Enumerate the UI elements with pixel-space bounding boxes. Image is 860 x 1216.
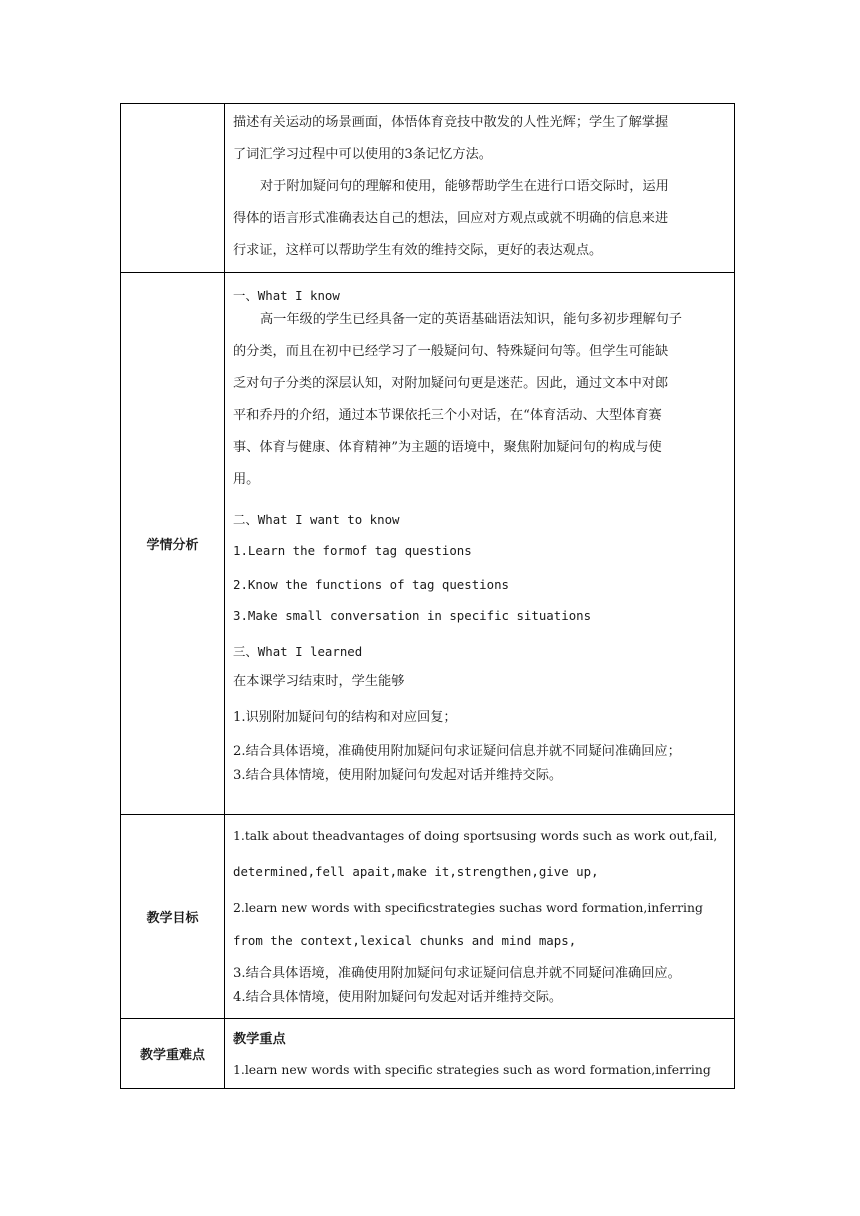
analysis-line-3: 乏对句子分类的深层认知，对附加疑问句更是迷茫。因此，通过文本中对郎 (233, 376, 669, 391)
lesson-plan-table (120, 103, 735, 1089)
learned-intro: 在本课学习结束时，学生能够 (233, 674, 405, 689)
objective-line-4: from the context,lexical chunks and mind maps, (233, 933, 577, 948)
row2-content (225, 273, 735, 815)
want-item-2: 2.Know the functions of tag questions (233, 577, 510, 592)
section-heading-what-i-want-to-know: 二、What I want to know (233, 512, 400, 527)
row1-line-5: 行求证，这样可以帮助学生有效的维持交际，更好的表达观点。 (233, 243, 603, 258)
row-label-student-analysis: 学情分析 (121, 273, 225, 815)
want-item-1: 1.Learn the formof tag questions (233, 543, 472, 558)
analysis-line-5: 事、体育与健康、体育精神”为主题的语境中，聚焦附加疑问句的构成与使 (233, 440, 662, 455)
row-label-key-points: 教学重难点 (121, 1019, 225, 1089)
row-label-empty (121, 104, 225, 273)
row1-content (225, 104, 735, 273)
learned-item-3: 3.结合具体情境，使用附加疑问句发起对话并维持交际。 (233, 768, 563, 783)
table-row (121, 273, 735, 815)
want-item-3: 3.Make small conversation in specific situations (233, 608, 592, 623)
learned-item-2: 2.结合具体语境，准确使用附加疑问句求证疑问信息并就不同疑问准确回应； (233, 744, 681, 759)
row1-line-4: 得体的语言形式准确表达自己的想法，回应对方观点或就不明确的信息来进 (233, 211, 669, 226)
row4-content (225, 1019, 735, 1089)
objective-line-1: 1.talk about theadvantages of doing sportsusing words such as work out,fail, (233, 828, 718, 843)
analysis-line-1: 高一年级的学生已经具备一定的英语基础语法知识，能句多初步理解句子 (260, 312, 682, 327)
analysis-line-4: 平和乔丹的介绍，通过本节课依托三个小对话，在“体育活动、大型体育赛 (233, 408, 662, 423)
objective-line-6: 4.结合具体情境，使用附加疑问句发起对话并维持交际。 (233, 990, 563, 1005)
row1-line-3: 对于附加疑问句的理解和使用，能够帮助学生在进行口语交际时，运用 (260, 179, 669, 194)
row1-line-1: 描述有关运动的场景画面，体悟体育竞技中散发的人性光辉；学生了解掌握 (233, 115, 669, 130)
learned-item-1: 1.识别附加疑问句的结构和对应回复； (233, 710, 457, 725)
section-heading-what-i-know: 一、What I know (233, 288, 340, 303)
section-heading-what-i-learned: 三、What I learned (233, 644, 363, 659)
row1-line-2: 了词汇学习过程中可以使用的3条记忆方法。 (233, 147, 492, 162)
key-point-line-1: 1.learn new words with specific strategies such as word formation,inferring (233, 1062, 711, 1077)
objective-line-3: 2.learn new words with specificstrategies suchas word formation,inferring (233, 900, 703, 915)
row3-content (225, 815, 735, 1019)
table-row (121, 104, 735, 273)
key-points-heading: 教学重点 (233, 1032, 286, 1047)
table-row (121, 815, 735, 1019)
objective-line-5: 3.结合具体语境，准确使用附加疑问句求证疑问信息并就不同疑问准确回应。 (233, 966, 681, 981)
table-row (121, 1019, 735, 1089)
objective-line-2: determined,fell apait,make it,strengthen,give up, (233, 864, 599, 879)
row-label-teaching-objectives: 教学目标 (121, 815, 225, 1019)
analysis-line-2: 的分类，而且在初中已经学习了一般疑问句、特殊疑问句等。但学生可能缺 (233, 344, 669, 359)
analysis-line-6: 用。 (233, 472, 260, 487)
